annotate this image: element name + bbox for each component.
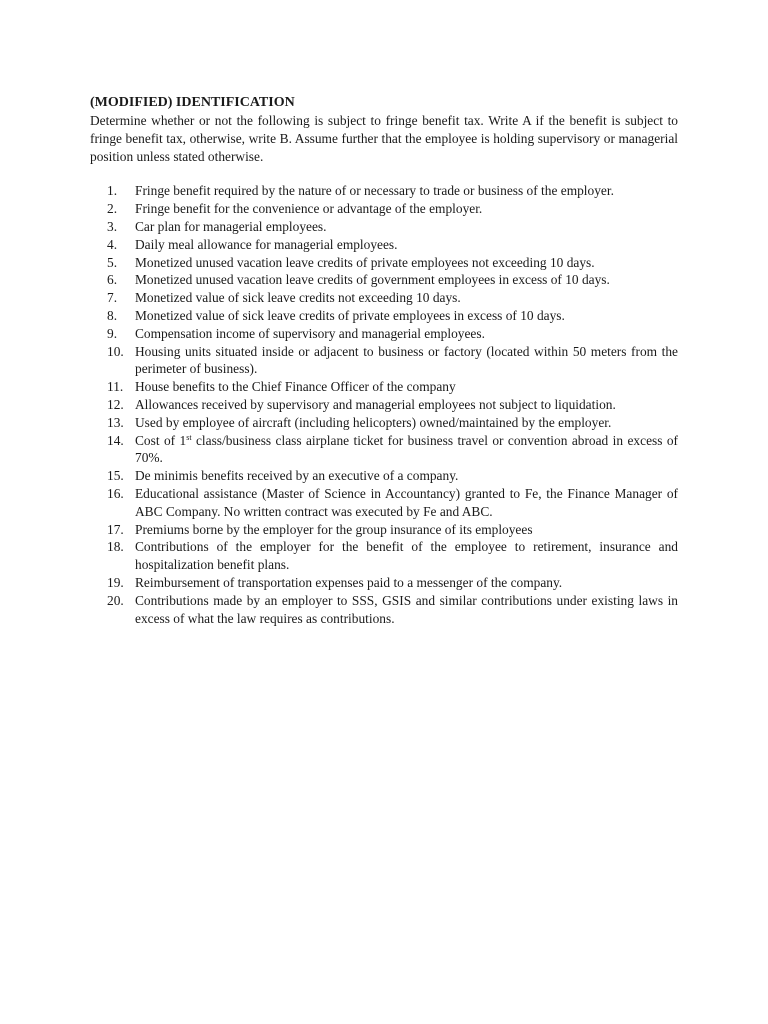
list-item (90, 467, 678, 485)
list-item (90, 200, 678, 218)
item-text: Used by employee of aircraft (including helicopters) owned/maintained by the employer. (135, 414, 612, 430)
list-item (90, 432, 678, 468)
list-item (90, 592, 678, 628)
item-number-label: 7. (107, 290, 118, 306)
item-number-label: 10. (107, 343, 124, 359)
item-text: De minimis benefits received by an executive of a company. (135, 468, 459, 484)
item-text: House benefits to the Chief Finance Officer of the company (135, 379, 456, 395)
item-number (90, 343, 135, 379)
item-number-label: 3. (107, 218, 118, 234)
item-number-label: 9. (107, 325, 118, 341)
item-number-label: 20. (107, 592, 124, 608)
item-number-label: 5. (107, 254, 118, 270)
item-number (90, 289, 135, 307)
item-number-label: 4. (107, 236, 118, 252)
item-text: Reimbursement of transportation expenses paid to a messenger of the company. (135, 574, 563, 590)
item-number-label: 15. (107, 468, 124, 484)
item-number (90, 378, 135, 396)
list-item (90, 271, 678, 289)
item-text: Monetized unused vacation leave credits of private employees not exceeding 10 days. (135, 254, 595, 270)
item-number-label: 14. (107, 432, 124, 448)
list-item (90, 414, 678, 432)
item-number (90, 325, 135, 343)
document-page (90, 94, 678, 627)
item-number-label: 17. (107, 521, 124, 537)
item-number (90, 592, 135, 628)
item-number (90, 236, 135, 254)
item-number (90, 432, 135, 468)
page-title: (MODIFIED) IDENTIFICATION (90, 95, 295, 110)
item-text: Car plan for managerial employees. (135, 218, 327, 234)
item-number (90, 218, 135, 236)
list-item (90, 574, 678, 592)
item-number (90, 467, 135, 485)
item-text: Monetized unused vacation leave credits of government employees in excess of 10 days. (135, 272, 610, 288)
item-number-label: 13. (107, 414, 124, 430)
item-number (90, 200, 135, 218)
list-item (90, 396, 678, 414)
item-number (90, 307, 135, 325)
item-text: Premiums borne by the employer for the group insurance of its employees (135, 521, 533, 537)
item-text: Monetized value of sick leave credits not exceeding 10 days. (135, 290, 461, 306)
item-number-label: 2. (107, 201, 118, 217)
list-item (90, 485, 678, 521)
item-number (90, 271, 135, 289)
item-text: Allowances received by supervisory and managerial employees not subject to liquidation. (135, 396, 616, 412)
list-item (90, 521, 678, 539)
item-number (90, 396, 135, 414)
item-text-part: Cost of 1 (135, 432, 187, 448)
item-number (90, 521, 135, 539)
item-text: Housing units situated inside or adjacent to business or factory (located within 50 meters from the perimeter of business). (135, 343, 678, 377)
item-text: Contributions of the employer for the benefit of the employee to retirement, insurance and hospitalization benefit plans. (135, 539, 678, 573)
item-text: Contributions made by an employer to SSS, GSIS and similar contributions under existing laws in excess of what the law requires as contributions. (135, 592, 678, 626)
question-list (90, 182, 678, 627)
item-text: Fringe benefit for the convenience or advantage of the employer. (135, 201, 483, 217)
list-item (90, 538, 678, 574)
item-number (90, 254, 135, 272)
item-number-label: 11. (107, 379, 124, 395)
item-number (90, 414, 135, 432)
item-number (90, 574, 135, 592)
item-number-label: 6. (107, 272, 118, 288)
list-item (90, 325, 678, 343)
item-number-label: 1. (107, 183, 118, 199)
item-number-label: 19. (107, 574, 124, 590)
item-number (90, 182, 135, 200)
item-number-label: 12. (107, 396, 124, 412)
item-number (90, 485, 135, 521)
list-item (90, 218, 678, 236)
list-item (90, 254, 678, 272)
instructions-paragraph: Determine whether or not the following is subject to fringe benefit tax. Write A if the benefit is subject to fringe benefit tax, otherwise, write B. Assume further that the employee is holding supervisory or managerial position unless stated otherwise. (90, 113, 678, 164)
item-text (135, 432, 678, 468)
list-item (90, 182, 678, 200)
item-text: Educational assistance (Master of Science in Accountancy) granted to Fe, the Finance Manager of ABC Company. No written contract was executed by Fe and ABC. (135, 485, 678, 519)
item-number-label: 18. (107, 539, 124, 555)
item-text: Fringe benefit required by the nature of or necessary to trade or business of the employer. (135, 183, 614, 199)
item-number-label: 16. (107, 485, 124, 501)
item-text: Monetized value of sick leave credits of private employees in excess of 10 days. (135, 307, 565, 323)
item-number (90, 538, 135, 574)
ordinal-superscript: st (186, 432, 192, 442)
item-text: Compensation income of supervisory and managerial employees. (135, 325, 485, 341)
list-item (90, 236, 678, 254)
list-item (90, 378, 678, 396)
item-number-label: 8. (107, 307, 118, 323)
list-item (90, 343, 678, 379)
item-text: Daily meal allowance for managerial employees. (135, 236, 398, 252)
list-item (90, 307, 678, 325)
list-item (90, 289, 678, 307)
item-text-part: class/business class airplane ticket for business travel or convention abroad in excess of 70%. (135, 432, 678, 466)
